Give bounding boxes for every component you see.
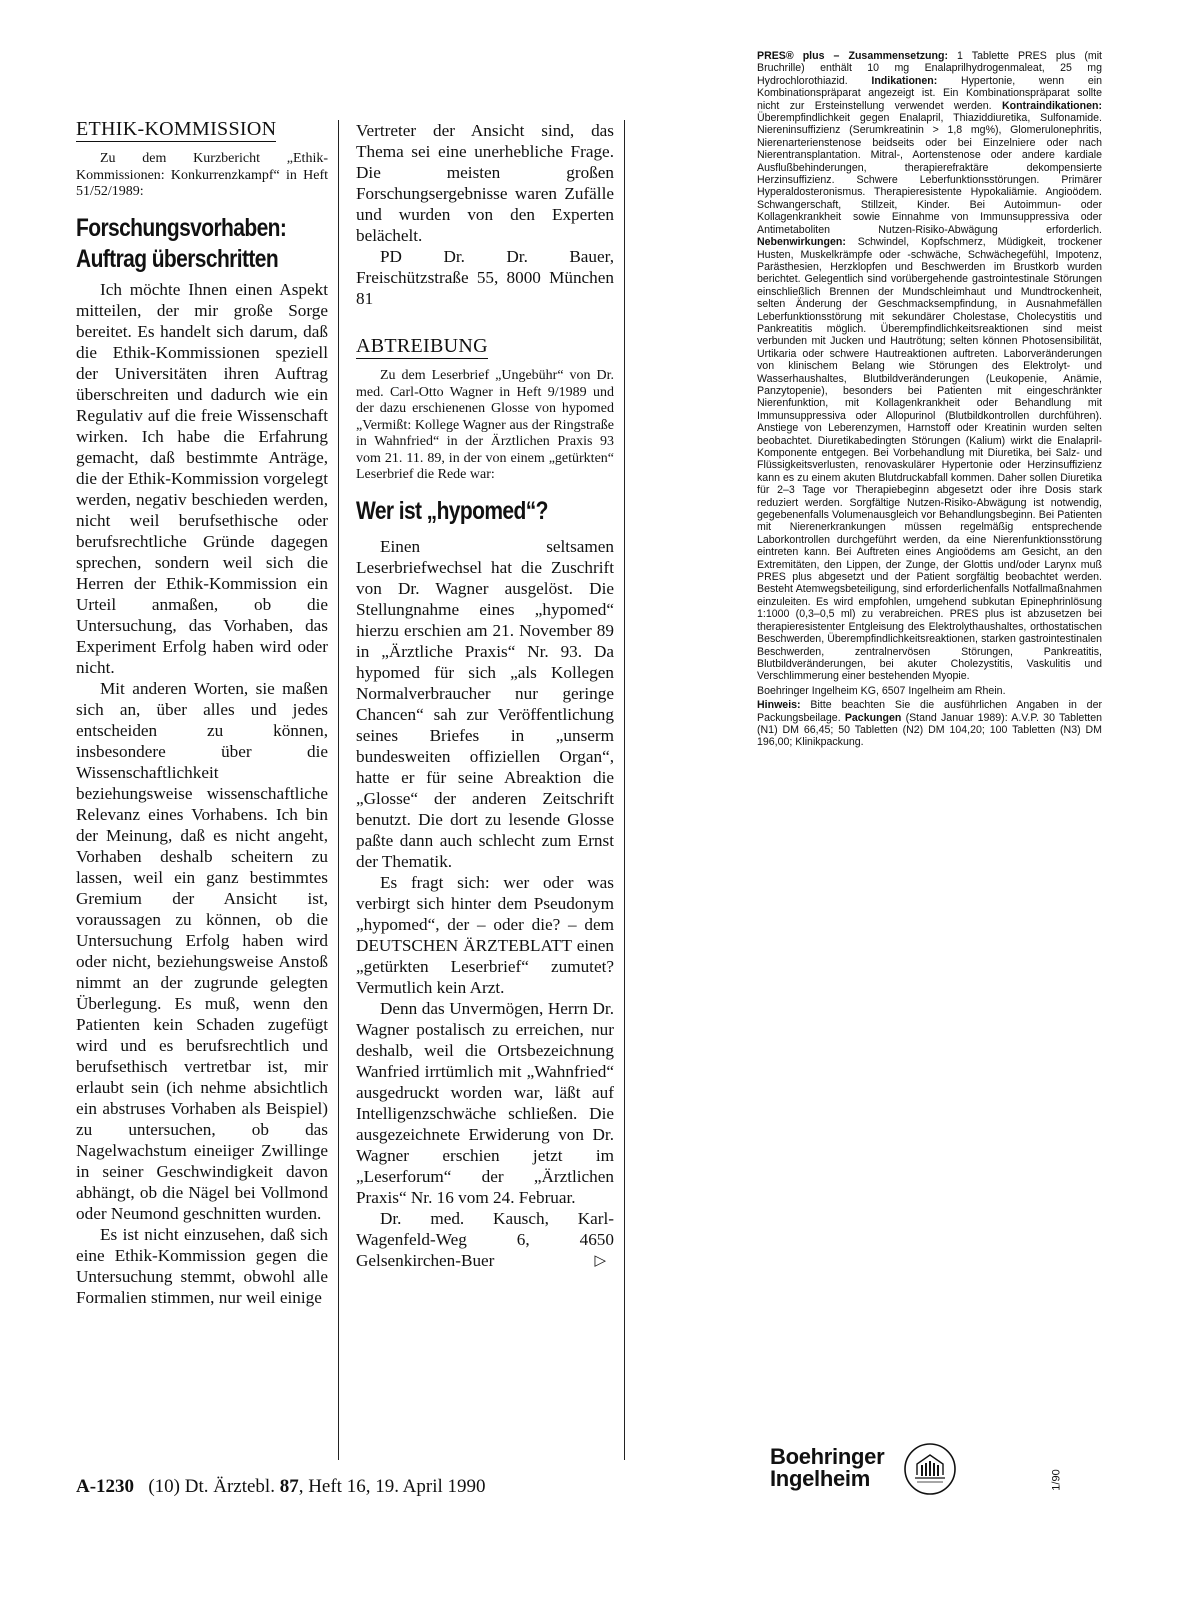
headline-hypomed: Wer ist „hypomed“?: [356, 496, 548, 525]
article-body: [76, 279, 328, 1308]
paragraph: Ich möchte Ihnen einen Aspekt mitteilen, der mir große Sorge bereitet. Es handelt sich darum, daß die Ethik-Kommissionen speziell der Universitäten ihren Auftrag überschreiten und dadurch wie ein Regulativ auf die freie Wissenschaft wirken. Ich habe die Erfahrung gemacht, daß bestimmte Anträge, die der Ethik-Kommission vorgelegt werden, negativ beschieden werden, nicht weil berufsethische oder berufsrechtliche Gründe dagegen sprechen, sondern weil sich die Herren der Ethik-Kommission ein Urteil anmaßen, ob die Untersuchung, das Vorhaben, das Experiment Erfolg haben wird oder nicht.: [76, 279, 328, 677]
boehringer-logo: [770, 1442, 1070, 1502]
paragraph: Vertreter der Ansicht sind, das Thema sei eine unerhebliche Frage. Die meisten großen Forschungsergebnisse waren Zufälle und wurden von den Experten belächelt.: [356, 121, 614, 245]
column-ethik-kommission: [76, 118, 328, 1308]
paragraph: Mit anderen Worten, sie maßen sich an, über alles und jedes entscheiden zu können, insbesondere über die Wissenschaftlichkeit beziehungsweise wissenschaftliche Relevanz eines Vorhabens. Ich bin der Meinung, daß es nicht angeht, Vorhaben deshalb scheitern zu lassen, weil ein ganz bestimmtes Gremium der Ansicht ist, voraussagen zu können, ob die Untersuchung Erfolg haben wird oder nicht, beziehungsweise Anstoß nimmt an der zugrunde gelegten Überlegung. Es muß, wenn den Patienten kein Schaden zugefügt wird und es berufsrechtlich und berufsethisch vertretbar ist, mir erlaubt sein (ich nehme absichtlich ein abstruses Vorhaben als Beispiel) zu untersuchen, ob das Nagelwachstum eineiiger Zwillinge in seiner Geschwindigkeit davon abhängt, ob die Nägel bei Vollmond oder Neumond geschnitten wurden.: [76, 678, 328, 1223]
column-divider: [338, 120, 339, 1460]
column-divider: [624, 120, 625, 1460]
author-signature: PD Dr. Dr. Bauer, Freischützstraße 55, 8000 München 81: [356, 247, 614, 308]
drug-information-box: [757, 50, 1102, 751]
company-emblem-icon: [903, 1442, 957, 1496]
paragraph: Es ist nicht einzusehen, daß sich eine Ethik-Kommission gegen die Untersuchung stemmt, obwohl alle Formalien stimmen, nur weil einige: [76, 1224, 328, 1307]
page-number: A-1230: [76, 1476, 135, 1497]
paragraph: Denn das Unvermögen, Herrn Dr. Wagner postalisch zu erreichen, nur deshalb, weil die Ortsbezeichnung Wanfried irrtümlich mit „Wahnfried“ ausgedruckt worden war, läßt auf Intelligenzschwäche schließen. Die ausgezeichnete Erwiderung von Dr. Wagner erschien jetzt im „Leserforum“ der „Ärztlichen Praxis“ Nr. 16 vom 24. Februar.: [356, 998, 614, 1207]
headline-forschungsvorhaben: Forschungsvorhaben: Auftrag überschritten: [76, 213, 287, 273]
section-heading-ethik: ETHIK-KOMMISSION: [76, 118, 277, 140]
logo-line1: Boehringer: [770, 1444, 885, 1469]
company-line: Boehringer Ingelheim KG, 6507 Ingelheim am Rhein.: [757, 684, 1006, 697]
paragraph: Es fragt sich: wer oder was verbirgt sich hinter dem Pseudonym „hypomed“, der – oder die? – dem DEUTSCHEN ÄRZTEBLATT einen „getürkten Leserbrief“ zumutet? Vermutlich kein Arzt.: [356, 872, 614, 997]
article-body: [356, 536, 614, 1208]
volume-number: 87: [279, 1476, 299, 1497]
column-abtreibung: [356, 120, 614, 1271]
article-continuation: [356, 120, 614, 246]
issue-info: (10) Dt. Ärztebl.: [148, 1476, 275, 1497]
page-footer: [76, 1476, 486, 1498]
reference-note: Zu dem Kurzbericht „Ethik-Kommissionen: Konkurrenzkampf“ in Heft 51/52/1989:: [76, 151, 328, 199]
paragraph: Einen seltsamen Leserbriefwechsel hat die Zuschrift von Dr. Wagner ausgelöst. Die Stellungnahme eines „hypomed“ hierzu erschien am 21. November 89 in „Ärztliche Praxis“ Nr. 93. Da hypomed für sich „als Kollegen Normalverbraucher nur geringe Chancen“ sah zur Veröffentlichung seines Briefes in „unserm bundesweiten offiziellen Organ“, hatte er für seine Abreaktion die „Glosse“ der anderen Zeitschrift benutzt. Die dort zu lesende Glosse paßte dann auch schlecht zum Ernst der Thematik.: [356, 536, 614, 871]
logo-line2: Ingelheim: [770, 1466, 870, 1491]
continue-arrow-icon: ▷: [594, 1251, 606, 1269]
hint-paragraph: Hinweis: Bitte beachten Sie die ausführlichen Angaben in der Packungsbeilage. Packungen (Stand Januar 1989): A.V.P. 30 Tabletten (N1) DM 66,45; 50 Tabletten (N2) DM 104,20; 100 Tabletten (N3) DM 196,00; Klinikpackung.: [757, 699, 1102, 749]
ad-code: 1/90: [1050, 1469, 1063, 1491]
author-signature: Dr. med. Kausch, Karl-Wagenfeld-Weg 6, 4650 Gelsenkirchen-Buer ▷: [356, 1208, 614, 1270]
reference-note: Zu dem Leserbrief „Ungebühr“ von Dr. med. Carl-Otto Wagner in Heft 9/1989 und der dazu erschienenen Glosse von hypomed „Vermißt: Kollege Wagner aus der Ringstraße in Wahnfried“ in der Ärztlichen Praxis 93 vom 21. 11. 89, in der von einem „getürkten“ Leserbrief die Rede war:: [356, 368, 614, 482]
drug-info-paragraph: PRES® plus – Zusammensetzung: 1 Tablette PRES plus (mit Bruchrille) enthält 10 mg Enalaprilhydrogenmaleat, 25 mg Hydrochlorothiazid. Indikationen: Hypertonie, wenn ein Kombinationspräparat angezeigt ist. Ein Kombinationspräparat sollte nicht zur Ersteinstellung verwendet werden. Kontraindikationen: Überempfindlichkeit gegen Enalapril, Thiaziddiuretika, Sulfonamide. Niereninsuffizienz (Serumkreatinin > 1,8 mg%), Glomerulonephritis, Nierenarterienstenose beidseits oder bei Einzelniere oder nach Nierentransplantation. Mitral-, Aortenstenose oder andere kardiale Ausflußbehinderungen, therapierefraktäre dekompensierte Herzinsuffizienz. Schwere Leberfunktionsstörungen. Primärer Hyperaldosteronismus. Therapieresistente Hypokaliämie. Angioödem. Schwangerschaft, Stillzeit, Kinder. Bei Autoimmun- oder Kollagenkrankheit sowie Einnahme von Immunsuppressiva oder Antimetaboliten Nutzen-Risiko-Abwägung erforderlich. Nebenwirkungen: Schwindel, Kopfschmerz, Müdigkeit, trockener Husten, Muskelkrämpfe oder -schwäche, Schwächegefühl, Impotenz, Parästhesien, Herzklopfen und Beschwerden im Brustkorb wurden berichtet. Gelegentlich sind vorübergehende gastrointestinale Störungen einschließlich Brennen der Mundschleimhaut und Mundtrockenheit, selten Änderung der Geschmacksempfindung, in Ausnahmefällen Leberfunktionsstörung mit sekundärer Cholestase, Cholecystitis und Pankreatitis möglich. Überempfindlichkeitsreaktionen sind meist verbunden mit Jucken und Hautrötung; selten können Photosensibilität, Urtikaria oder schwere Hautreaktionen auftreten. Laborveränderungen von klinischem Belang wie Störungen des Elektrolyt- und Wasserhaushaltes, Blutbildveränderungen (Leukopenie, Anämie, Panzytopenie), besonders bei Patienten mit eingeschränkter Nierenfunktion, mit Kollagenkrankheit oder Behandlung mit Immunsuppressiva oder Allopurinol (Blutbildkontrollen durchführen). Anstiege von Leberenzymen, Harnstoff oder Kreatinin wurden selten beobachtet. Diuretikabedingten Störungen (Kalium) wirkt die Enalapril-Komponente entgegen. Bei Vorbehandlung mit Diuretika, bei Salz- und Flüssigkeitsverlusten, renovaskulärer Hypertonie oder Herzinsuffizienz kann es zu einem akuten Blutdruckabfall kommen. Daher sollen Diuretika für 2–3 Tage vor Therapiebeginn abgesetzt oder ihre Dosis stark reduziert werden. Sorgfältige Nutzen-Risiko-Abwägung ist notwendig, gegebenenfalls Volumenausgleich vor Behandlungsbeginn. Bei Patienten mit Nierenerkrankungen müssen regelmäßig entsprechende Laborkontrollen durchgeführt werden, da eine Nierenfunktionsstörung eintreten kann. Bei Auftreten eines Angioödems am Gesicht, an den Extremitäten, den Lippen, der Zunge, der Glottis und/oder Larynx muß PRES plus abgesetzt und der Patient sorgfältig beobachtet werden. Besteht Atemwegsbeteiligung, sind erforderlichenfalls Notfallmaßnahmen einzuleiten. Es wird empfohlen, umgehend subkutan Epinephrinlösung 1:1000 (0,3–0,5 ml) zu verabreichen. PRES plus ist abzusetzen bei therapieresistenter Entgleisung des Elektrolythaushaltes, orthostatischen Beschwerden, Überempfindlichkeitsreaktionen, starken gastrointestinalen Beschwerden, zentralnervösen Störungen, Pankreatitis, Blutbildveränderungen, bei akuter Cholezystitis, Vaskulitis und Verschlimmerung einer bestehenden Myopie.: [757, 50, 1103, 683]
issue-date: , Heft 16, 19. April 1990: [298, 1476, 486, 1497]
section-heading-abtreibung: ABTREIBUNG: [356, 335, 488, 357]
